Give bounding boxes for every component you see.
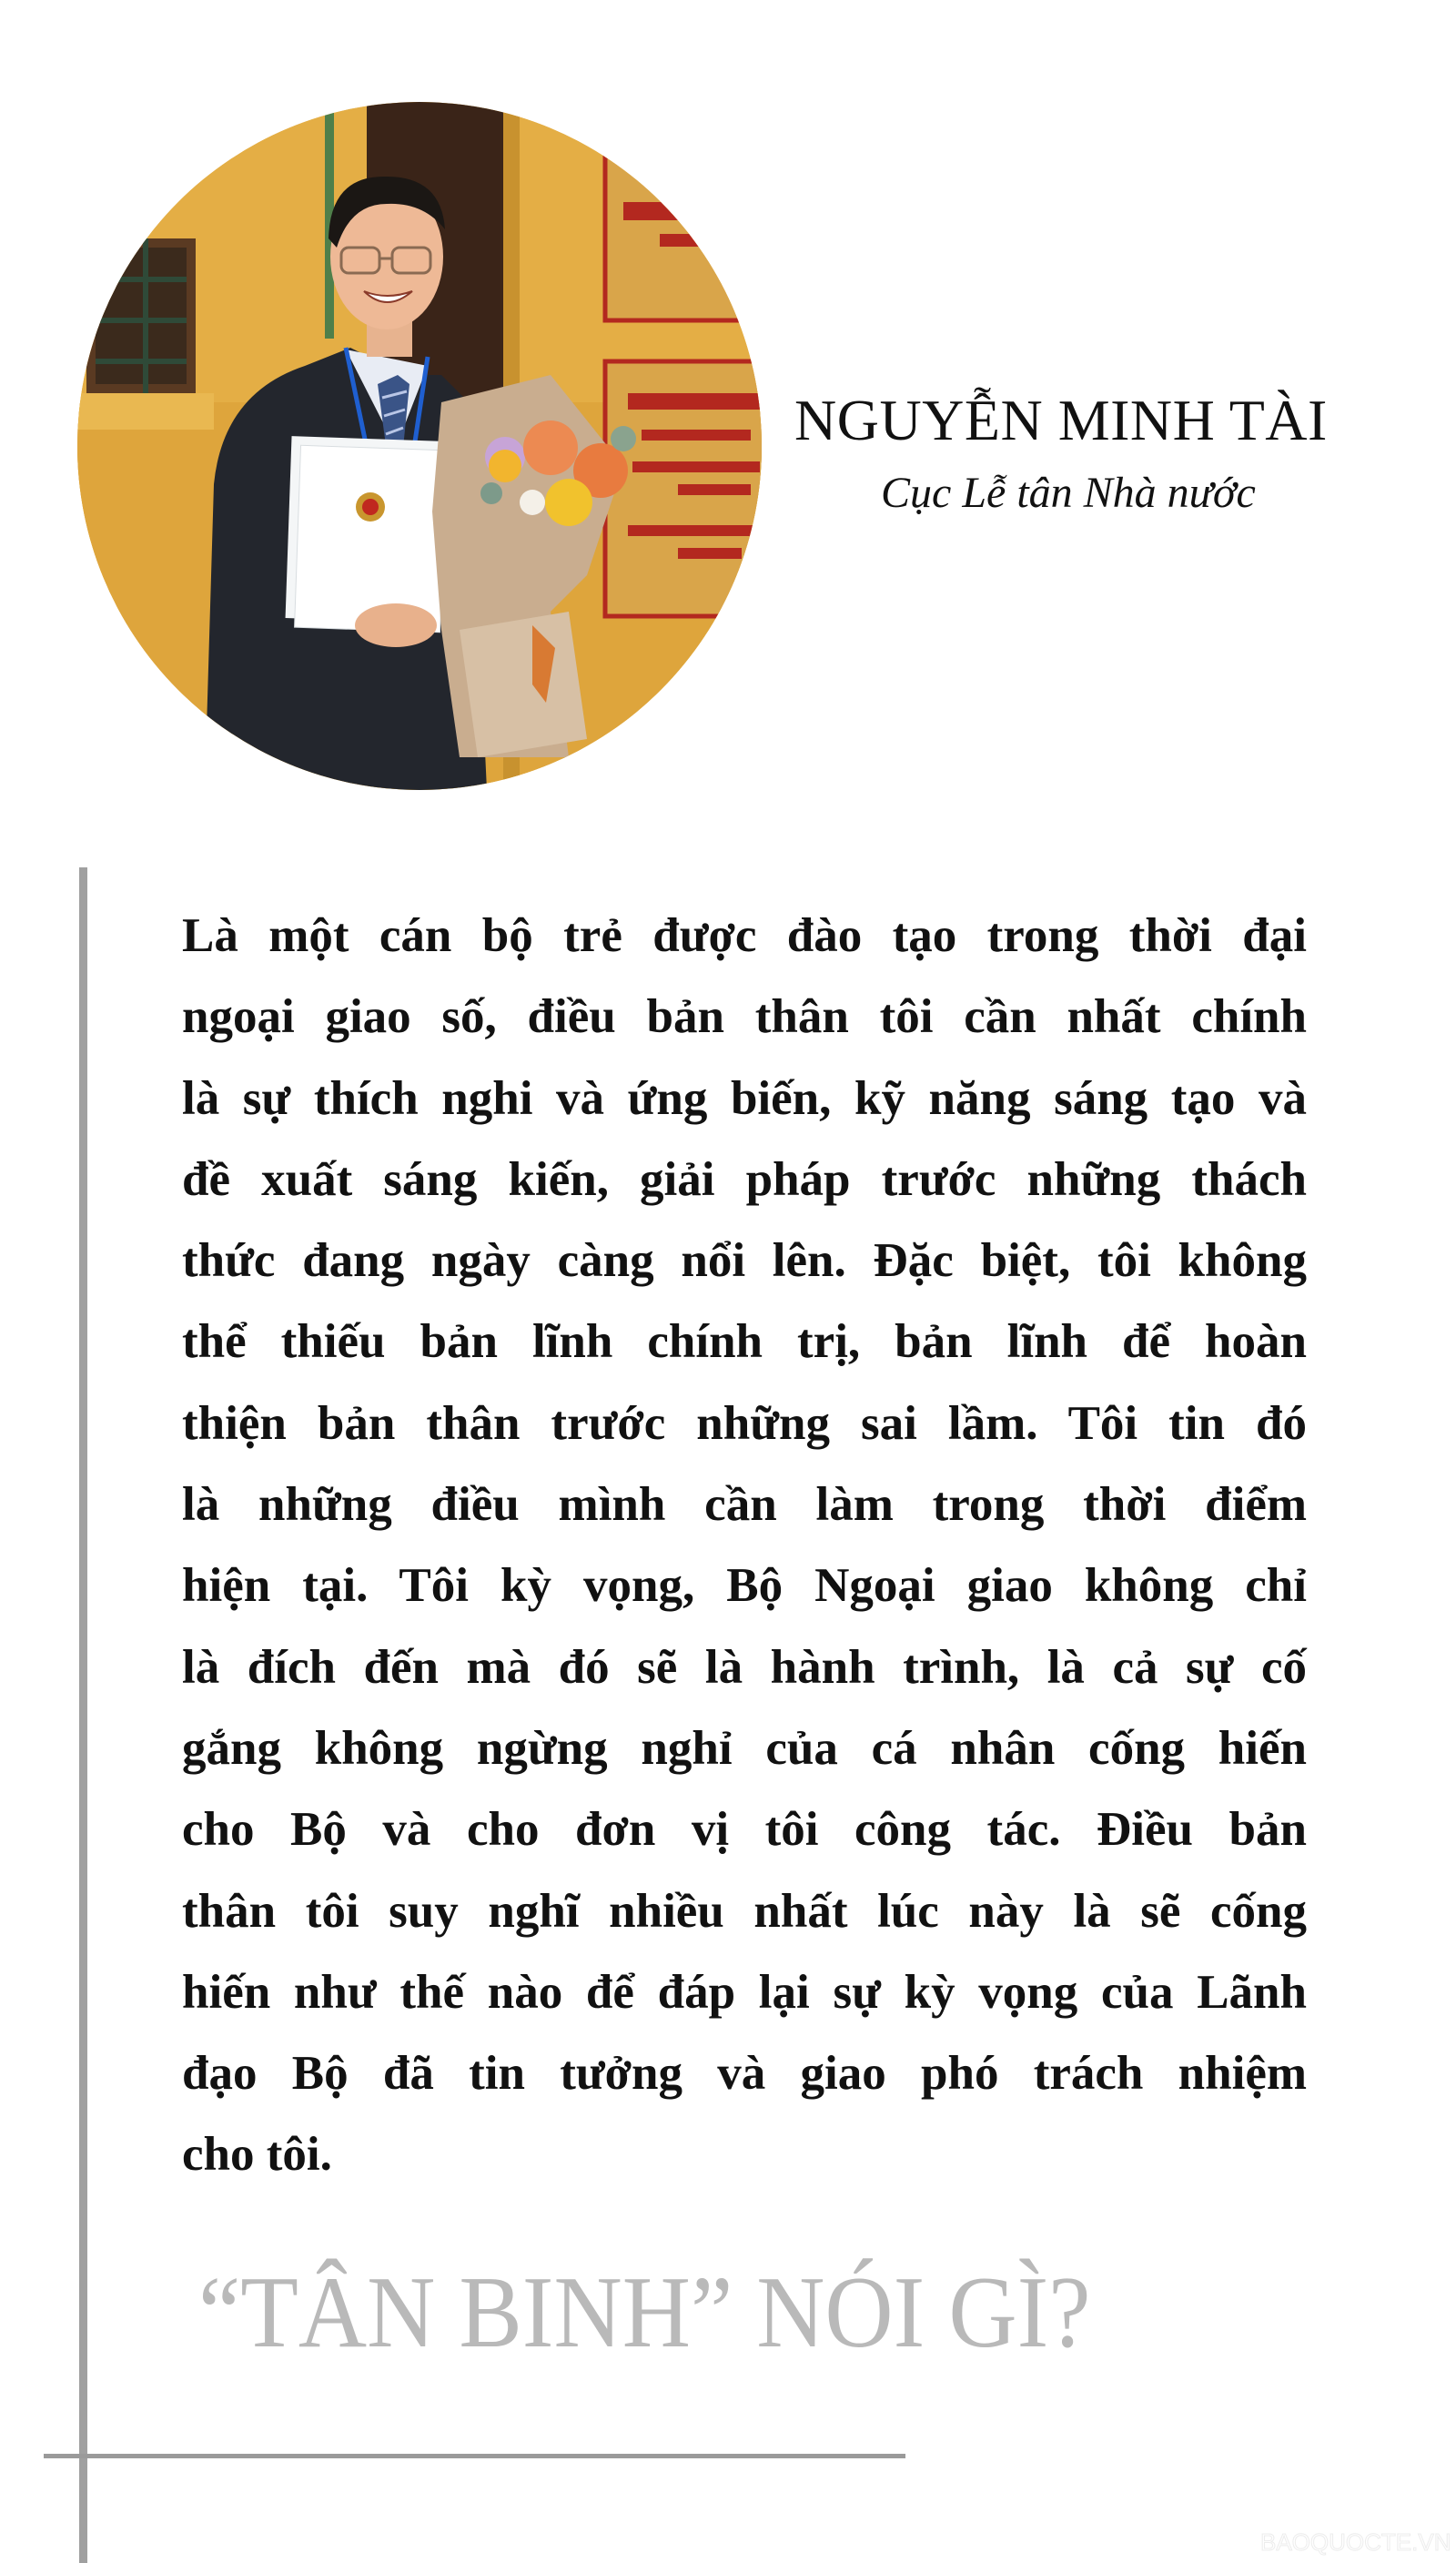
quote-line: là sự thích nghi và ứng biến, kỹ năng sáng tạo và — [182, 1071, 1307, 1125]
quote-line: đạo Bộ đã tin tưởng và giao phó trách nhiệm — [182, 2047, 1307, 2101]
quote-line: đề xuất sáng kiến, giải pháp trước những thách — [182, 1152, 1307, 1206]
quote-line: thân tôi suy nghĩ nhiều nhất lúc này là sẽ cống — [182, 1884, 1307, 1938]
quote-line: hiến như thế nào để đáp lại sự kỳ vọng của Lãnh — [182, 1965, 1307, 2019]
quote-line: thức đang ngày càng nổi lên. Đặc biệt, tôi không — [182, 1234, 1307, 1288]
quote-paragraph — [182, 896, 1307, 2196]
quote-line: ngoại giao số, điều bản thân tôi cần nhất chính — [182, 990, 1307, 1044]
quote-line: Là một cán bộ trẻ được đào tạo trong thời đại — [182, 909, 1307, 962]
quote-line: hiện tại. Tôi kỳ vọng, Bộ Ngoại giao không chỉ — [182, 1559, 1307, 1613]
quote-line: gắng không ngừng nghỉ của cá nhân cống hiến — [182, 1721, 1307, 1775]
quote-line: thể thiếu bản lĩnh chính trị, bản lĩnh để hoàn — [182, 1315, 1307, 1369]
horizontal-rule — [44, 2454, 905, 2458]
portrait-illustration — [77, 102, 762, 790]
quote-line: cho tôi. — [182, 2128, 332, 2182]
person-name: NGUYỄN MINH TÀI — [794, 388, 1328, 452]
watermark: BAOQUOCTE.VN — [1260, 2528, 1451, 2556]
quote-line: thiện bản thân trước những sai lầm. Tôi tin đó — [182, 1396, 1307, 1450]
quote-line: là đích đến mà đó sẽ là hành trình, là cả sự cố — [182, 1640, 1307, 1694]
profile-photo — [77, 102, 762, 790]
section-heading: “TÂN BINH” NÓI GÌ? — [198, 2256, 1091, 2369]
vertical-rule — [79, 867, 87, 2563]
quote-line: là những điều mình cần làm trong thời điểm — [182, 1478, 1307, 1532]
person-unit: Cục Lễ tân Nhà nước — [881, 469, 1256, 517]
quote-line: cho Bộ và cho đơn vị tôi công tác. Điều bản — [182, 1803, 1307, 1857]
